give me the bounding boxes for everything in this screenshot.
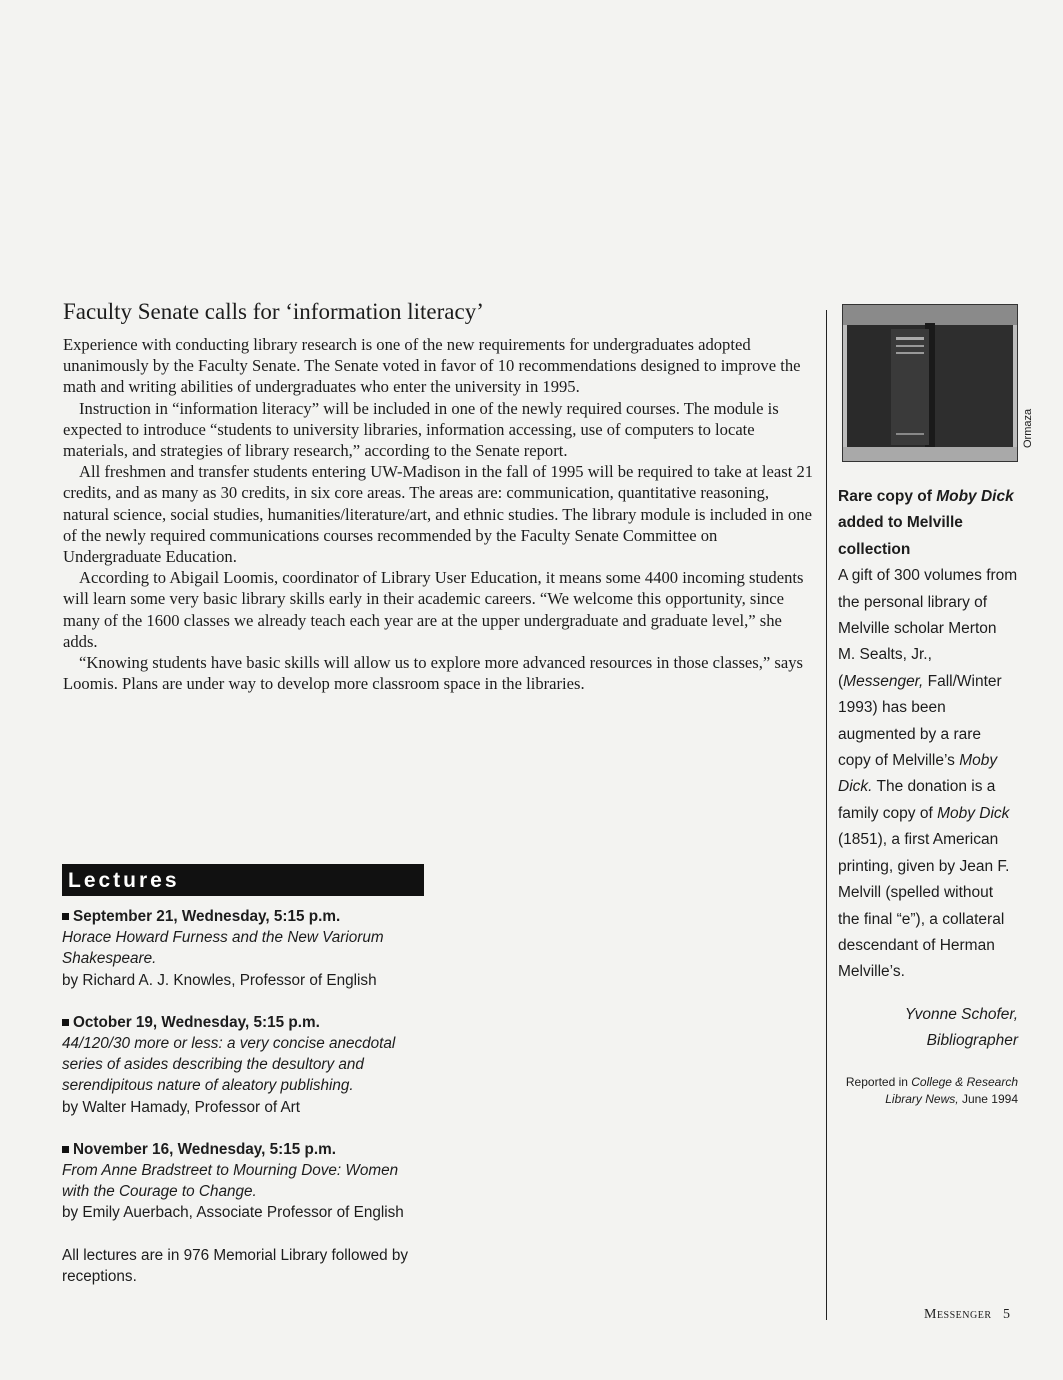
book-photo-image: [843, 305, 1017, 461]
sidebar-signature: [838, 1002, 1018, 1054]
lecture-date: September 21, Wednesday, 5:15 p.m.: [62, 906, 424, 927]
lectures-heading: Lectures: [62, 864, 424, 896]
magazine-name: Messenger: [924, 1307, 992, 1322]
lecture-speaker: by Richard A. J. Knowles, Professor of English: [62, 971, 377, 989]
column-divider: [826, 310, 827, 1320]
sidebar-title: [838, 484, 1018, 563]
article-paragraph: According to Abigail Loomis, coordinator of Library User Education, it means some 4400 incoming students will learn some very basic library skills early in their academic careers. “We welcome this opportunity, since many of the 1600 classes we already teach each year are at the upper undergraduate and graduate level,” she adds.: [63, 568, 804, 651]
page-number: 5: [1003, 1307, 1011, 1322]
lecture-item: [62, 1012, 424, 1118]
source-text: June 1994: [958, 1091, 1018, 1106]
lecture-item: [62, 906, 424, 991]
sidebar-text: The donation is a family copy of: [838, 778, 996, 822]
sidebar-text: Fall/Winter 1993) has been augmented by a rare copy of Melville’s: [838, 672, 1002, 770]
book-photo: [842, 304, 1018, 462]
lectures-box: [62, 864, 424, 1287]
source-publication: College & Research Library News,: [885, 1074, 1018, 1106]
lecture-speaker: by Walter Hamady, Professor of Art: [62, 1098, 301, 1116]
lecture-title: From Anne Bradstreet to Mourning Dove: Women with the Courage to Change.: [62, 1162, 399, 1201]
lectures-note: All lectures are in 976 Memorial Library followed by receptions.: [62, 1246, 409, 1285]
lecture-date: November 16, Wednesday, 5:15 p.m.: [62, 1139, 424, 1160]
sidebar-emphasis: Moby Dick.: [838, 752, 998, 796]
signature-role: Bibliographer: [926, 1031, 1018, 1049]
source-text: Reported in: [845, 1074, 912, 1089]
sidebar-title-text: Rare copy of: [838, 488, 937, 505]
sidebar-source: [838, 1074, 1018, 1108]
lecture-speaker: by Emily Auerbach, Associate Professor of English: [62, 1204, 404, 1222]
article-paragraph: Instruction in “information literacy” will be included in one of the newly required courses. The module is expected to introduce “students to university libraries, information accessing, use of computers to locate materials, and strategies of library research,” according to the Senate report.: [63, 398, 779, 461]
sidebar-text: A gift of 300 volumes from the personal library of Melville scholar Merton M. Sealts, Jr., (: [838, 567, 1018, 690]
article: [63, 298, 818, 694]
lecture-item: [62, 1139, 424, 1224]
lecture-title: 44/120/30 more or less: a very concise anecdotal series of asides describing the desultory and serendipitous nature of aleatory publishing.: [62, 1035, 396, 1095]
sidebar-body: [838, 563, 1018, 986]
lecture-date: October 19, Wednesday, 5:15 p.m.: [62, 1012, 424, 1033]
article-paragraph: All freshmen and transfer students entering UW-Madison in the fall of 1995 will be required to take at least 21 credits, and as many as 30 credits, in six core areas. The areas are: communication, quantitative reasoning, natural science, social studies, humanities/literature/art, and ethnic studies. The library module is included in one of the newly required communications courses recommended by the Faculty Senate Committee on Undergraduate Education.: [63, 462, 814, 567]
article-paragraph: “Knowing students have basic skills will allow us to explore more advanced resources in those classes,” says Loomis. Plans are under way to develop more classroom space in the libraries.: [63, 653, 803, 694]
page-folio: [924, 1307, 1010, 1323]
photo-credit: Ormaza: [1022, 408, 1034, 448]
sidebar-emphasis: Messenger,: [843, 672, 924, 690]
signature-name: Yvonne Schofer,: [904, 1005, 1018, 1023]
article-paragraph: Experience with conducting library research is one of the new requirements for undergraduates adopted unanimously by the Faculty Senate. The Senate voted in favor of 10 recommendations designed to improve the math and writing abilities of undergraduates who enter the university in 1995.: [63, 335, 801, 397]
sidebar-text: (1851), a first American printing, given by Jean F. Melvill (spelled without the final “e”), a collateral descendant of Herman Melville’s.: [838, 831, 1010, 981]
article-headline: Faculty Senate calls for ‘information literacy’: [63, 299, 484, 324]
sidebar-title-text: added to Melville collection: [838, 514, 963, 558]
lecture-title: Horace Howard Furness and the New Variorum Shakespeare.: [62, 929, 384, 968]
sidebar-emphasis: Moby Dick: [937, 804, 1010, 822]
sidebar-story: [838, 484, 1018, 1108]
sidebar-title-emphasis: Moby Dick: [936, 488, 1014, 505]
